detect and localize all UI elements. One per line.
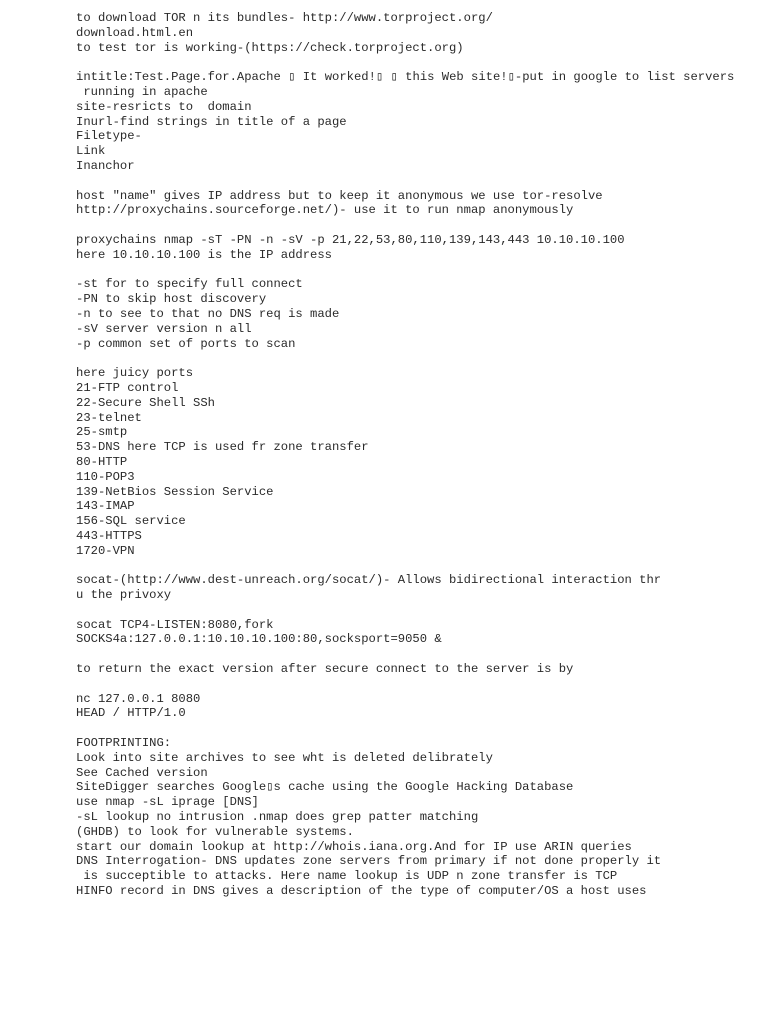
- text-line: Inurl-find strings in title of a page: [76, 114, 347, 129]
- text-section: [76, 233, 756, 263]
- text-line: See Cached version: [76, 765, 208, 780]
- text-line: -st for to specify full connect: [76, 277, 303, 292]
- text-line: 110-POP3: [76, 469, 135, 484]
- text-line: 1720-VPN: [76, 543, 135, 558]
- text-section: [76, 736, 756, 899]
- text-line: u the privoxy: [76, 588, 172, 603]
- text-line: to download TOR n its bundles- http://www.torproject.org/: [76, 11, 493, 25]
- text-line: DNS Interrogation- DNS updates zone servers from primary if not done properly it: [76, 854, 662, 869]
- text-line: 25-smtp: [76, 425, 128, 440]
- text-section: [76, 366, 756, 558]
- text-line: -PN to skip host discovery: [76, 292, 267, 307]
- text-line: proxychains nmap -sT -PN -n -sV -p 21,22,53,80,110,139,143,443 10.10.10.100: [76, 232, 625, 247]
- text-line: http://proxychains.sourceforge.net/)- use it to run nmap anonymously: [76, 203, 574, 218]
- text-line: FOOTPRINTING:: [76, 736, 172, 751]
- text-line: running in apache: [76, 84, 208, 99]
- text-line: 21-FTP control: [76, 380, 179, 395]
- text-line: HINFO record in DNS gives a description of the type of computer/OS a host uses: [76, 884, 647, 899]
- text-line: site-resricts to domain: [76, 99, 252, 114]
- text-line: to return the exact version after secure connect to the server is by: [76, 662, 574, 677]
- text-line: 139-NetBios Session Service: [76, 484, 274, 499]
- text-line: SiteDigger searches Google▯s cache using the Google Hacking Database: [76, 780, 574, 795]
- text-line: Inanchor: [76, 158, 135, 173]
- text-line: intitle:Test.Page.for.Apache ▯ It worked!▯ ▯ this Web site!▯-put in google to list servers: [76, 70, 735, 85]
- text-line: 143-IMAP: [76, 499, 135, 514]
- text-section: [76, 692, 756, 722]
- text-line: 53-DNS here TCP is used fr zone transfer: [76, 440, 369, 455]
- text-line: 443-HTTPS: [76, 528, 142, 543]
- text-line: download.html.en: [76, 25, 194, 40]
- text-line: -n to see to that no DNS req is made: [76, 306, 340, 321]
- text-section: [76, 70, 756, 174]
- text-line: 23-telnet: [76, 410, 142, 425]
- text-line: to test tor is working-(https://check.torproject.org): [76, 40, 464, 55]
- text-line: Filetype-: [76, 129, 142, 144]
- text-line: -sV server version n all: [76, 321, 252, 336]
- text-line: 80-HTTP: [76, 454, 128, 469]
- text-line: Look into site archives to see wht is deleted delibrately: [76, 750, 493, 765]
- text-section: [76, 573, 756, 603]
- text-section: [76, 11, 756, 55]
- text-line: start our domain lookup at http://whois.iana.org.And for IP use ARIN queries: [76, 839, 632, 854]
- text-line: host "name" gives IP address but to keep it anonymous we use tor-resolve: [76, 188, 603, 203]
- notes-text: [76, 11, 756, 914]
- text-section: [76, 662, 756, 677]
- text-line: use nmap -sL iprage [DNS]: [76, 795, 259, 810]
- text-line: socat TCP4-LISTEN:8080,fork: [76, 617, 274, 632]
- text-line: SOCKS4a:127.0.0.1:10.10.10.100:80,socksport=9050 &: [76, 632, 442, 647]
- text-line: here juicy ports: [76, 366, 194, 381]
- text-section: [76, 189, 756, 219]
- text-line: -sL lookup no intrusion .nmap does grep patter matching: [76, 810, 479, 825]
- text-line: 22-Secure Shell SSh: [76, 395, 215, 410]
- text-line: here 10.10.10.100 is the IP address: [76, 247, 332, 262]
- text-line: (GHDB) to look for vulnerable systems.: [76, 824, 354, 839]
- text-line: nc 127.0.0.1 8080: [76, 691, 201, 706]
- text-line: 156-SQL service: [76, 514, 186, 529]
- text-section: [76, 277, 756, 351]
- text-line: HEAD / HTTP/1.0: [76, 706, 186, 721]
- text-line: socat-(http://www.dest-unreach.org/socat/)- Allows bidirectional interaction thr: [76, 573, 662, 588]
- text-line: Link: [76, 144, 106, 159]
- text-line: is succeptible to attacks. Here name lookup is UDP n zone transfer is TCP: [76, 869, 618, 884]
- text-section: [76, 618, 756, 648]
- text-line: -p common set of ports to scan: [76, 336, 296, 351]
